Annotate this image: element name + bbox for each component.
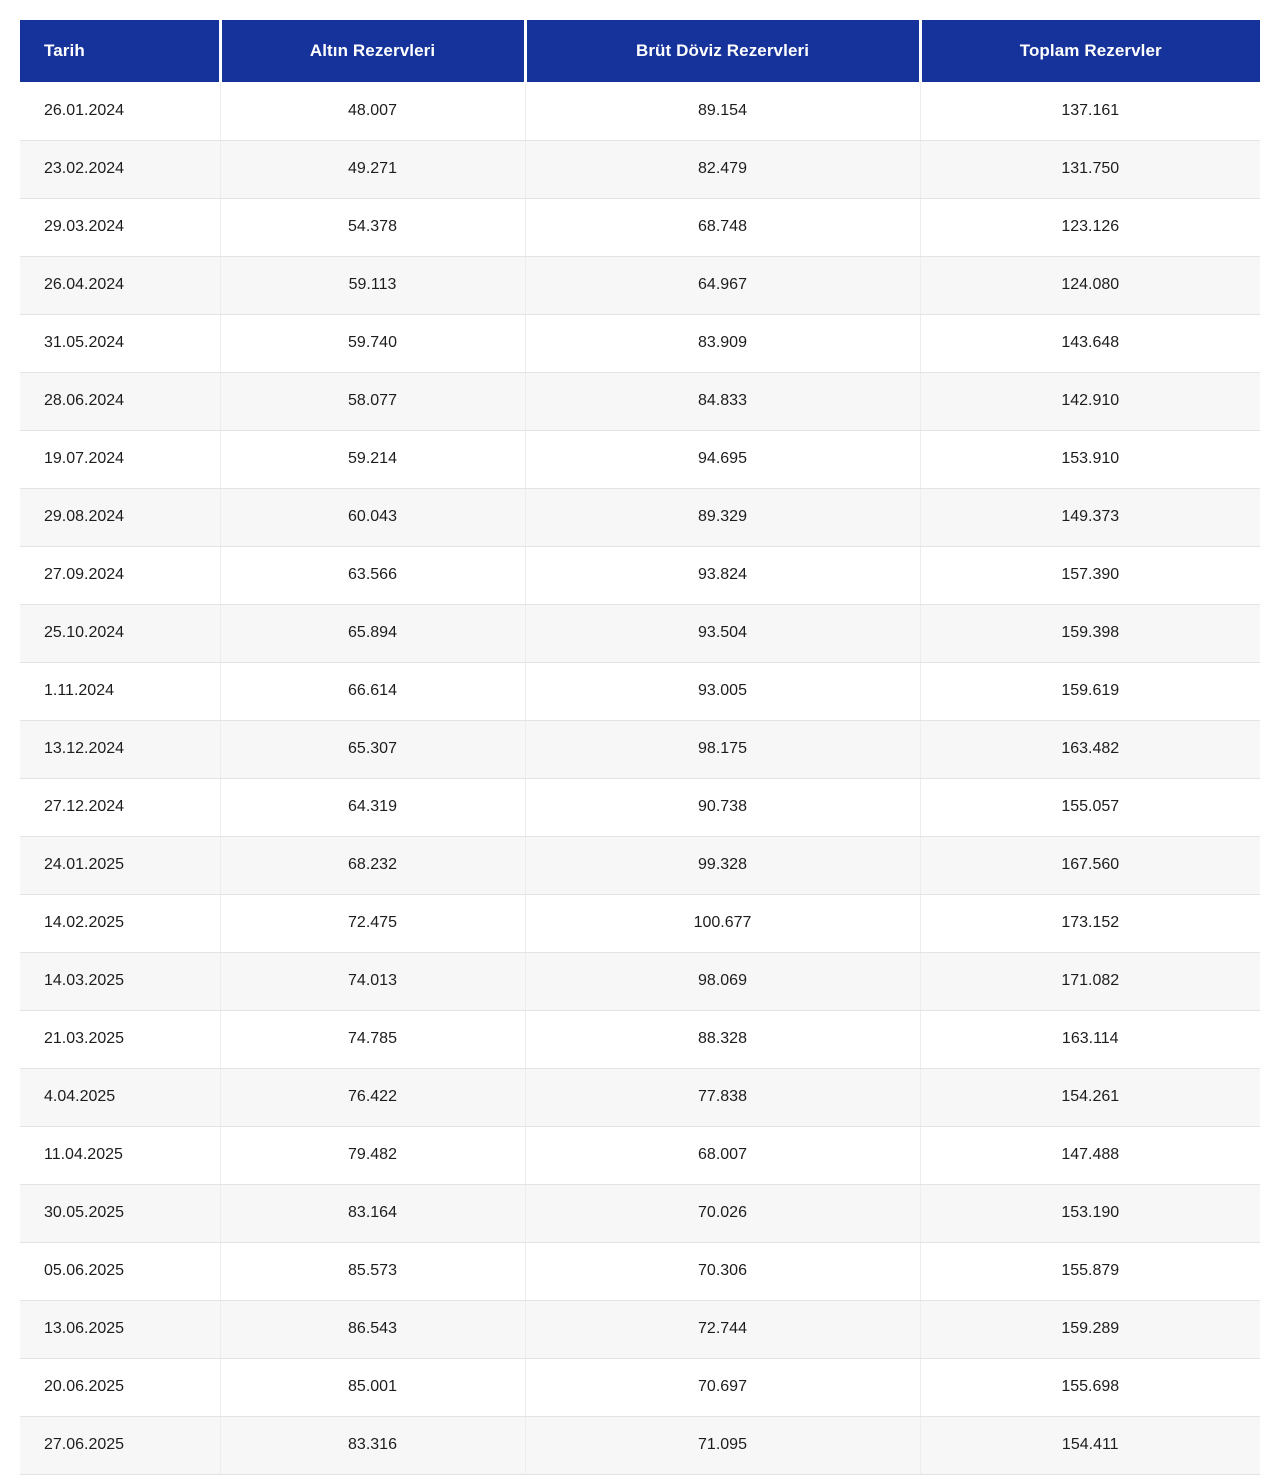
cell-value: 64.967 — [525, 256, 920, 314]
table-row — [20, 430, 1260, 488]
cell-value: 159.398 — [920, 604, 1260, 662]
reserves-table-container — [20, 0, 1260, 1475]
table-row — [20, 546, 1260, 604]
cell-value: 142.910 — [920, 372, 1260, 430]
cell-date: 14.02.2025 — [20, 894, 220, 952]
cell-value: 68.232 — [220, 836, 525, 894]
cell-value: 154.261 — [920, 1068, 1260, 1126]
cell-value: 59.113 — [220, 256, 525, 314]
cell-value: 155.057 — [920, 778, 1260, 836]
cell-value: 93.005 — [525, 662, 920, 720]
column-header-total-reserves: Toplam Rezervler — [920, 20, 1260, 82]
cell-value: 154.411 — [920, 1416, 1260, 1474]
table-row — [20, 1010, 1260, 1068]
cell-value: 65.307 — [220, 720, 525, 778]
cell-date: 30.05.2025 — [20, 1184, 220, 1242]
cell-value: 72.475 — [220, 894, 525, 952]
table-row — [20, 1358, 1260, 1416]
cell-date: 1.11.2024 — [20, 662, 220, 720]
table-row — [20, 256, 1260, 314]
cell-value: 76.422 — [220, 1068, 525, 1126]
table-row — [20, 1068, 1260, 1126]
cell-value: 83.164 — [220, 1184, 525, 1242]
table-row — [20, 488, 1260, 546]
table-header-row — [20, 20, 1260, 82]
table-row — [20, 372, 1260, 430]
cell-date: 21.03.2025 — [20, 1010, 220, 1068]
cell-value: 90.738 — [525, 778, 920, 836]
cell-value: 163.482 — [920, 720, 1260, 778]
cell-value: 59.214 — [220, 430, 525, 488]
cell-value: 159.619 — [920, 662, 1260, 720]
cell-value: 85.001 — [220, 1358, 525, 1416]
table-header — [20, 20, 1260, 82]
table-row — [20, 1300, 1260, 1358]
cell-value: 98.069 — [525, 952, 920, 1010]
cell-value: 82.479 — [525, 140, 920, 198]
cell-value: 153.910 — [920, 430, 1260, 488]
cell-value: 79.482 — [220, 1126, 525, 1184]
cell-date: 19.07.2024 — [20, 430, 220, 488]
cell-date: 25.10.2024 — [20, 604, 220, 662]
cell-value: 173.152 — [920, 894, 1260, 952]
cell-value: 70.026 — [525, 1184, 920, 1242]
cell-value: 63.566 — [220, 546, 525, 604]
cell-value: 99.328 — [525, 836, 920, 894]
cell-value: 155.879 — [920, 1242, 1260, 1300]
cell-value: 98.175 — [525, 720, 920, 778]
cell-value: 70.697 — [525, 1358, 920, 1416]
cell-value: 54.378 — [220, 198, 525, 256]
cell-value: 74.785 — [220, 1010, 525, 1068]
cell-date: 31.05.2024 — [20, 314, 220, 372]
cell-date: 05.06.2025 — [20, 1242, 220, 1300]
cell-value: 89.329 — [525, 488, 920, 546]
cell-date: 26.01.2024 — [20, 82, 220, 140]
cell-value: 159.289 — [920, 1300, 1260, 1358]
table-row — [20, 198, 1260, 256]
cell-value: 77.838 — [525, 1068, 920, 1126]
cell-value: 155.698 — [920, 1358, 1260, 1416]
table-row — [20, 314, 1260, 372]
cell-date: 28.06.2024 — [20, 372, 220, 430]
table-row — [20, 1126, 1260, 1184]
table-row — [20, 1416, 1260, 1474]
cell-value: 171.082 — [920, 952, 1260, 1010]
column-header-gold-reserves: Altın Rezervleri — [220, 20, 525, 82]
table-row — [20, 662, 1260, 720]
cell-value: 68.007 — [525, 1126, 920, 1184]
table-body — [20, 82, 1260, 1474]
table-row — [20, 82, 1260, 140]
cell-value: 88.328 — [525, 1010, 920, 1068]
cell-date: 11.04.2025 — [20, 1126, 220, 1184]
cell-date: 13.12.2024 — [20, 720, 220, 778]
cell-value: 167.560 — [920, 836, 1260, 894]
cell-value: 66.614 — [220, 662, 525, 720]
cell-date: 23.02.2024 — [20, 140, 220, 198]
column-header-gross-fx-reserves: Brüt Döviz Rezervleri — [525, 20, 920, 82]
cell-value: 94.695 — [525, 430, 920, 488]
cell-date: 26.04.2024 — [20, 256, 220, 314]
cell-date: 29.08.2024 — [20, 488, 220, 546]
cell-value: 93.504 — [525, 604, 920, 662]
cell-date: 14.03.2025 — [20, 952, 220, 1010]
table-row — [20, 952, 1260, 1010]
cell-date: 24.01.2025 — [20, 836, 220, 894]
reserves-table — [20, 20, 1260, 1475]
cell-value: 137.161 — [920, 82, 1260, 140]
cell-value: 147.488 — [920, 1126, 1260, 1184]
cell-value: 84.833 — [525, 372, 920, 430]
cell-value: 143.648 — [920, 314, 1260, 372]
cell-value: 149.373 — [920, 488, 1260, 546]
table-row — [20, 778, 1260, 836]
cell-value: 71.095 — [525, 1416, 920, 1474]
cell-value: 85.573 — [220, 1242, 525, 1300]
cell-date: 4.04.2025 — [20, 1068, 220, 1126]
cell-value: 70.306 — [525, 1242, 920, 1300]
cell-value: 59.740 — [220, 314, 525, 372]
cell-value: 83.316 — [220, 1416, 525, 1474]
cell-value: 153.190 — [920, 1184, 1260, 1242]
table-row — [20, 604, 1260, 662]
table-row — [20, 894, 1260, 952]
cell-value: 48.007 — [220, 82, 525, 140]
cell-value: 124.080 — [920, 256, 1260, 314]
table-row — [20, 836, 1260, 894]
table-row — [20, 1242, 1260, 1300]
table-row — [20, 140, 1260, 198]
cell-value: 68.748 — [525, 198, 920, 256]
cell-value: 58.077 — [220, 372, 525, 430]
cell-value: 89.154 — [525, 82, 920, 140]
cell-date: 20.06.2025 — [20, 1358, 220, 1416]
cell-value: 86.543 — [220, 1300, 525, 1358]
cell-value: 74.013 — [220, 952, 525, 1010]
table-row — [20, 720, 1260, 778]
cell-value: 163.114 — [920, 1010, 1260, 1068]
cell-value: 64.319 — [220, 778, 525, 836]
cell-value: 65.894 — [220, 604, 525, 662]
cell-value: 49.271 — [220, 140, 525, 198]
table-row — [20, 1184, 1260, 1242]
cell-value: 157.390 — [920, 546, 1260, 604]
cell-date: 29.03.2024 — [20, 198, 220, 256]
column-header-date: Tarih — [20, 20, 220, 82]
cell-date: 27.09.2024 — [20, 546, 220, 604]
cell-date: 27.12.2024 — [20, 778, 220, 836]
cell-date: 13.06.2025 — [20, 1300, 220, 1358]
cell-value: 131.750 — [920, 140, 1260, 198]
cell-value: 93.824 — [525, 546, 920, 604]
cell-date: 27.06.2025 — [20, 1416, 220, 1474]
cell-value: 72.744 — [525, 1300, 920, 1358]
cell-value: 60.043 — [220, 488, 525, 546]
cell-value: 100.677 — [525, 894, 920, 952]
cell-value: 83.909 — [525, 314, 920, 372]
cell-value: 123.126 — [920, 198, 1260, 256]
